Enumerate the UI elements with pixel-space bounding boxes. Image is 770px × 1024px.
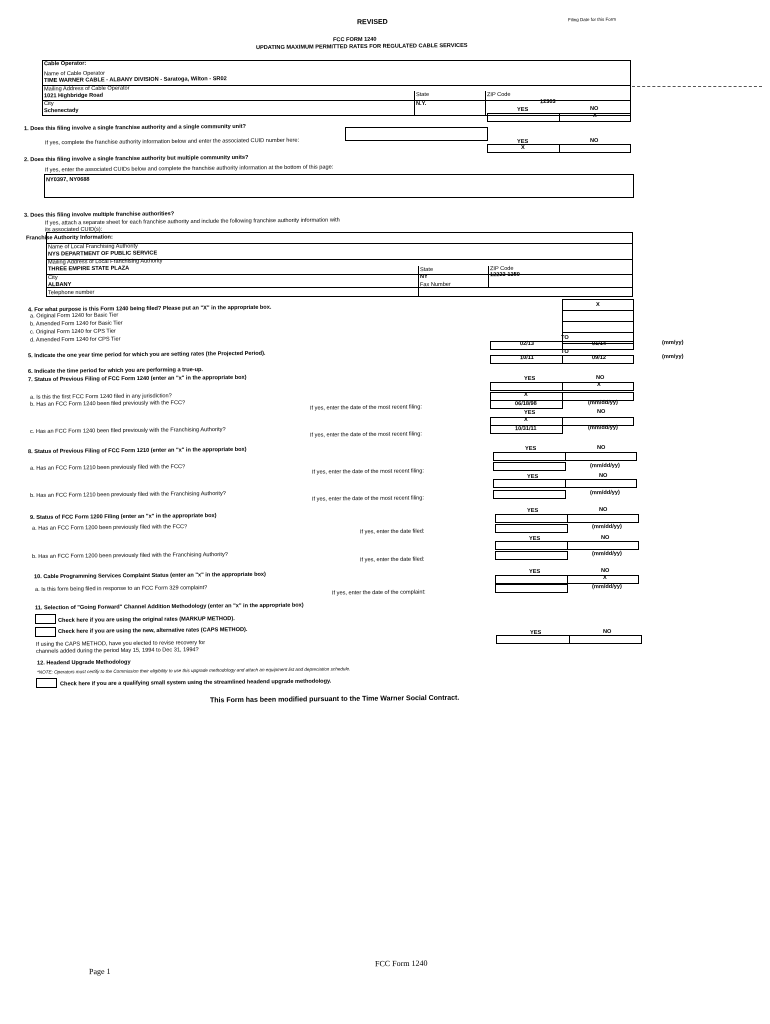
q9a-date-field[interactable] [495,524,568,533]
page-number: Page 1 [89,966,111,977]
divider [46,274,633,275]
operator-city-label: City [44,100,54,108]
modified-statement: This Form has been modified pursuant to the Time Warner Social Contract. [210,694,460,705]
franchise-address-value: THREE EMPIRE STATE PLAZA [48,265,130,273]
q2-cuids-value: NY0397, NY0688 [46,176,90,184]
divider [562,382,563,391]
q12-note: *NOTE: Operators must certify to the Commission their eligibility to use this upgrade methodology and attach an equipment list and depreciation schedule. [37,666,351,675]
q5-question: 5. Indicate the one year time period for which you are setting rates (the Projected Period). [28,350,266,360]
q6-question: 6. Indicate the time period for which you are performing a true-up. [28,367,203,375]
q7c-note: If yes, enter the date of the most recent filing: [310,431,422,439]
q4-option-c: c. Original Form 1240 for CPS Tier [30,328,116,336]
q8b-no-label: NO [599,472,608,480]
franchise-state-label: State [420,266,434,274]
q11-caps-checkbox[interactable] [35,627,56,637]
form-subtitle: UPDATING MAXIMUM PERMITTED RATES FOR REGULATED CABLE SERVICES [256,42,468,52]
q9a-question: a. Has an FCC Form 1200 been previously filed with the FCC? [32,524,188,532]
q4-question: 4. For what purpose is this Form 1240 being filed? Please put an "X" in the appropriate box. [28,304,272,314]
q9b-yes-label: YES [529,535,541,543]
q2-yes-label: YES [517,138,529,146]
operator-state-label: State [416,91,430,99]
q9a-no-label: NO [599,506,608,514]
q7c-yes-mark: X [524,416,528,424]
q1-question: 1. Does this filing involve a single franchise authority and a single community unit? [24,123,246,133]
q6-to-value: 09/12 [592,354,606,362]
q7-yes-label: YES [524,375,536,383]
q7b-date-unit: (mm/dd/yy) [588,399,618,407]
operator-address-value: 1021 Highbridge Road [44,92,104,100]
q10-question: 10. Cable Programming Services Complaint Status (enter an "x" in the appropriate box) [34,571,266,581]
q10-date-unit: (mm/dd/yy) [592,583,622,591]
q7c-date-unit: (mm/dd/yy) [588,424,618,432]
q1-no-label: NO [590,105,599,113]
revised-title: REVISED [357,18,388,27]
q9b-note: If yes, enter the date filed: [360,556,425,564]
q9b-no-label: NO [601,534,610,542]
filing-date-note: Filing Date for this Form [568,16,617,23]
franchise-fax-label: Fax Number [420,281,451,289]
q8a-yes-label: YES [525,445,537,453]
q12-option: Check here if you are a qualifying small system using the streamlined headend upgrade methodology. [60,678,332,688]
q7c-no-label: NO [597,408,606,416]
q3-sub2: its associated CUID(s): [45,226,103,234]
q7b-yes-mark: X [524,391,528,399]
franchise-state-value: NY [420,273,428,281]
q8b-note: If yes, enter the date of the most recent filing: [312,495,424,503]
q9a-date-unit: (mm/dd/yy) [592,523,622,531]
q7a-no-mark: X [597,381,601,389]
q7c-yes-label: YES [524,409,536,417]
q8b-date-field[interactable] [493,490,566,499]
q7c-question: c. Has an FCC Form 1240 been filed previously with the Franchising Authority? [30,426,226,436]
form-name: FCC FORM 1240 [333,36,377,44]
divider [559,113,560,122]
q7b-question: b. Has an FCC Form 1240 been filed previously with the FCC? [30,400,186,408]
q8a-date-field[interactable] [493,462,566,471]
q5-to-value: 01/14 [592,340,606,348]
q10-date-field[interactable] [495,584,568,593]
divider [562,321,634,322]
q4-mark: X [596,301,600,309]
divider [485,91,486,116]
divider [562,310,634,311]
q8b-question: b. Has an FCC Form 1210 been previously filed with the Franchising Authority? [30,490,226,500]
q1-sub: If yes, complete the franchise authority information below and enter the associated CUID number here: [45,137,300,147]
operator-zip-label: ZIP Code [487,91,511,99]
q10-no-mark: X [603,574,607,582]
q1-cuid-field[interactable] [345,127,488,141]
q11-caps-line1: If using the CAPS METHOD, have you elected to revise recovery for [36,640,206,648]
franchise-city-label: City [48,274,58,282]
q11-yes-label: YES [530,629,542,637]
operator-name-label: Name of Cable Operator [44,70,105,78]
q8b-yes-label: YES [527,473,539,481]
scan-artifact-line [632,86,762,87]
q11-option-caps: Check here if you are using the new, alternative rates (CAPS METHOD). [58,627,248,635]
q12-question: 12. Headend Upgrade Methodology [37,659,131,667]
franchise-name-label: Name of Local Franchising Authority [48,243,138,251]
q2-cuid-field[interactable] [44,174,634,198]
franchise-address-label: Mailing Address of Local Franchising Authority [48,258,163,266]
divider [559,144,560,153]
q5-to-label: TO [561,334,569,342]
q7a-question: a. Is this the first FCC Form 1240 filed in any jurisdiction? [30,393,172,401]
q6-unit: (mm/yy) [662,353,684,361]
divider [567,541,568,550]
q7b-note: If yes, enter the date of the most recent filing: [310,404,422,412]
divider [42,85,631,86]
q11-caps-line2: channels added during the period May 15, 1994 to Dec 31, 1994? [36,647,199,655]
q8a-question: a. Has an FCC Form 1210 been previously filed with the FCC? [30,464,186,472]
q6-from-value: 10/11 [520,354,534,362]
q4-option-a: a. Original Form 1240 for Basic Tier [30,312,119,320]
divider [418,266,419,297]
q2-question: 2. Does this filing involve a single franchise authority but multiple community units? [24,154,249,164]
q6-to-label: TO [561,348,569,356]
franchise-zip-label: ZIP Code [490,265,514,273]
q11-option-markup: Check here if you are using the original rates (MARKUP METHOD). [58,616,235,624]
q2-yes-mark: X [521,144,525,152]
q1-no-mark: X [593,112,597,120]
divider [562,332,634,333]
q8a-date-unit: (mm/dd/yy) [590,462,620,470]
q4-option-d: d. Amended Form 1240 for CPS Tier [30,336,121,344]
q8a-no-label: NO [597,444,606,452]
q5-unit: (mm/yy) [662,339,684,347]
q2-no-label: NO [590,137,599,145]
q10-yes-label: YES [529,568,541,576]
franchise-zip-value: 12223-1350 [490,271,520,279]
q8a-note: If yes, enter the date of the most recent filing: [312,468,424,476]
q8-question: 8. Status of Previous Filing of FCC Form 1210 (enter an "x" in the appropriate box) [28,446,247,456]
q10a-note: If yes, enter the date of the complaint: [332,589,426,597]
q5-from-value: 02/13 [520,340,534,348]
q7c-date: 10/31/11 [515,425,537,433]
q8b-date-unit: (mm/dd/yy) [590,489,620,497]
q10-no-label: NO [601,567,610,575]
franchise-city-value: ALBANY [48,281,72,289]
q4-option-b: b. Amended Form 1240 for Basic Tier [30,320,123,328]
q10a-question: a. Is this form being filed in response to an FCC Form 329 complaint? [35,585,208,593]
operator-address-label: Mailing Address of Cable Operator [44,85,130,93]
divider [488,266,489,287]
footer-form-name: FCC Form 1240 [375,958,428,969]
q11-question: 11. Selection of "Going Forward" Channel Addition Methodology (enter an "x" in the appropriate box) [35,602,304,612]
q7-no-label: NO [596,374,605,382]
q9a-note: If yes, enter the date filed: [360,528,425,536]
q3-question: 3. Does this filing involve multiple franchise authorities? [24,211,175,219]
franchise-section-label: Franchise Authority Information: [26,234,113,242]
q9b-date-unit: (mm/dd/yy) [592,550,622,558]
q2-sub: If yes, enter the associated CUIDs below and complete the franchise authority information at the bottom of this page: [45,164,334,174]
q1-yes-label: YES [517,106,529,114]
cable-operator-box [42,60,631,116]
cable-operator-label: Cable Operator: [44,60,87,68]
q11-markup-checkbox[interactable] [35,614,56,624]
q3-sub1: If yes, attach a separate sheet for each franchise authority and include the following franchise authority information with [45,217,340,227]
franchise-name-value: NYS DEPARTMENT OF PUBLIC SERVICE [48,250,158,258]
q12-streamlined-checkbox[interactable] [36,678,57,688]
q7-question: 7. Status of Previous Filing of FCC Form 1240 (enter an "x" in the appropriate box) [28,374,247,384]
operator-name-value: TIME WARNER CABLE - ALBANY DIVISION - Saratoga, Wilton - SR02 [44,76,227,84]
franchise-phone-label: Telephone number [48,289,95,297]
q7b-date: 06/18/98 [515,400,537,408]
q9-question: 9. Status of FCC Form 1200 Filing (enter an "x" in the appropriate box) [30,513,217,521]
operator-zip-value: 12303 [540,98,556,106]
divider [569,635,570,644]
divider [46,287,633,288]
operator-state-value: N.Y. [416,100,427,108]
divider [567,514,568,523]
divider [414,91,415,116]
q9b-question: b. Has an FCC Form 1200 been previously filed with the Franchising Authority? [32,551,228,561]
q11-no-label: NO [603,628,612,636]
divider [565,452,566,461]
divider [565,479,566,488]
q9b-date-field[interactable] [495,551,568,560]
q9a-yes-label: YES [527,507,539,515]
divider [562,355,563,364]
operator-city-value: Schenectady [44,107,79,115]
divider [567,575,568,584]
